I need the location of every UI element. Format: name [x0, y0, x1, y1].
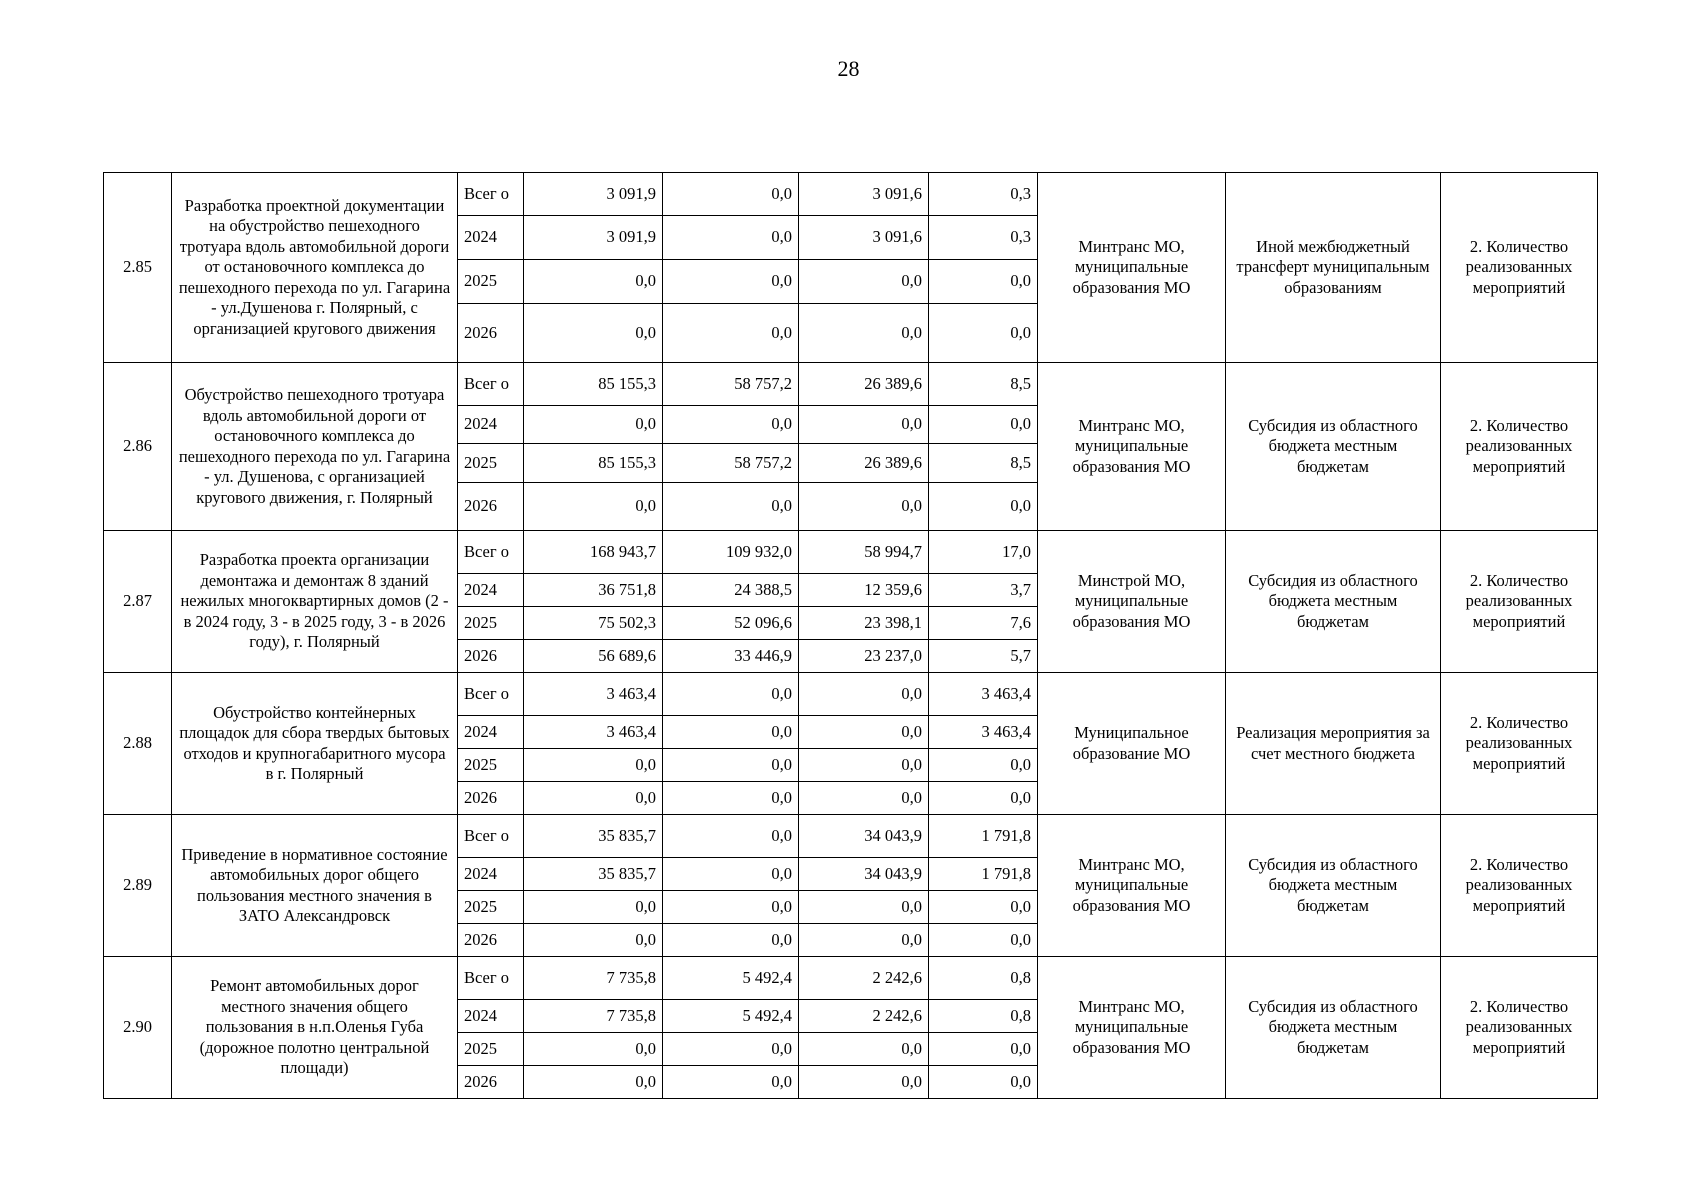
total-cell: 36 751,8 — [524, 574, 663, 607]
local-cell: 1 791,8 — [929, 815, 1038, 858]
indicator-cell: 2. Количество реализованных мероприятий — [1441, 363, 1598, 531]
local-cell: 8,5 — [929, 363, 1038, 406]
executor-cell: Минтранс МО, муниципальные образования МО — [1038, 363, 1226, 531]
regional-cell: 34 043,9 — [799, 858, 929, 891]
period-cell: 2024 — [458, 858, 524, 891]
row-number: 2.86 — [104, 363, 172, 531]
funding-source-cell: Субсидия из областного бюджета местным бюджетам — [1226, 531, 1441, 673]
total-cell: 3 463,4 — [524, 673, 663, 716]
period-cell: 2026 — [458, 1066, 524, 1099]
total-cell: 3 091,9 — [524, 216, 663, 260]
federal-cell: 0,0 — [663, 304, 799, 363]
federal-cell: 58 757,2 — [663, 444, 799, 483]
period-cell: Всег о — [458, 673, 524, 716]
period-cell: 2025 — [458, 607, 524, 640]
regional-cell: 0,0 — [799, 782, 929, 815]
regional-cell: 2 242,6 — [799, 957, 929, 1000]
period-cell: 2026 — [458, 640, 524, 673]
period-cell: Всег о — [458, 363, 524, 406]
regional-cell: 2 242,6 — [799, 1000, 929, 1033]
total-cell: 0,0 — [524, 483, 663, 531]
period-cell: 2024 — [458, 216, 524, 260]
total-cell: 0,0 — [524, 304, 663, 363]
executor-cell: Минтранс МО, муниципальные образования МО — [1038, 815, 1226, 957]
executor-cell: Муниципальное образование МО — [1038, 673, 1226, 815]
regional-cell: 34 043,9 — [799, 815, 929, 858]
row-number: 2.90 — [104, 957, 172, 1099]
regional-cell: 23 398,1 — [799, 607, 929, 640]
regional-cell: 0,0 — [799, 749, 929, 782]
total-cell: 0,0 — [524, 406, 663, 444]
row-number: 2.88 — [104, 673, 172, 815]
total-cell: 0,0 — [524, 1033, 663, 1066]
table-row — [104, 531, 1598, 574]
federal-cell: 0,0 — [663, 483, 799, 531]
row-number: 2.85 — [104, 173, 172, 363]
measure-description: Ремонт автомобильных дорог местного значения общего пользования в н.п.Оленья Губа (дорожное полотно центральной площади) — [172, 957, 458, 1099]
period-cell: 2024 — [458, 1000, 524, 1033]
period-cell: Всег о — [458, 815, 524, 858]
measure-description: Обустройство контейнерных площадок для сбора твердых бытовых отходов и крупногабаритного мусора в г. Полярный — [172, 673, 458, 815]
regional-cell: 0,0 — [799, 1033, 929, 1066]
local-cell: 0,8 — [929, 1000, 1038, 1033]
federal-cell: 0,0 — [663, 924, 799, 957]
total-cell: 0,0 — [524, 749, 663, 782]
period-cell: 2026 — [458, 924, 524, 957]
federal-cell: 5 492,4 — [663, 1000, 799, 1033]
period-cell: 2026 — [458, 483, 524, 531]
period-cell: 2024 — [458, 716, 524, 749]
federal-cell: 0,0 — [663, 216, 799, 260]
funding-source-cell: Субсидия из областного бюджета местным бюджетам — [1226, 363, 1441, 531]
local-cell: 0,0 — [929, 749, 1038, 782]
period-cell: 2025 — [458, 891, 524, 924]
indicator-cell: 2. Количество реализованных мероприятий — [1441, 957, 1598, 1099]
table-row — [104, 957, 1598, 1000]
regional-cell: 26 389,6 — [799, 444, 929, 483]
local-cell: 0,3 — [929, 216, 1038, 260]
total-cell: 35 835,7 — [524, 815, 663, 858]
federal-cell: 0,0 — [663, 716, 799, 749]
local-cell: 3 463,4 — [929, 716, 1038, 749]
regional-cell: 0,0 — [799, 483, 929, 531]
local-cell: 0,0 — [929, 260, 1038, 304]
period-cell: 2025 — [458, 444, 524, 483]
local-cell: 3 463,4 — [929, 673, 1038, 716]
total-cell: 0,0 — [524, 1066, 663, 1099]
regional-cell: 12 359,6 — [799, 574, 929, 607]
regional-cell: 0,0 — [799, 891, 929, 924]
local-cell: 3,7 — [929, 574, 1038, 607]
federal-cell: 0,0 — [663, 858, 799, 891]
measure-description: Разработка проектной документации на обустройство пешеходного тротуара вдоль автомобильной дороги от остановочного комплекса до пешеходного перехода по ул. Гагарина - ул.Душенова г. Полярный, с организацией кругового движения — [172, 173, 458, 363]
executor-cell: Минтранс МО, муниципальные образования МО — [1038, 957, 1226, 1099]
page-number: 28 — [837, 56, 860, 81]
local-cell: 0,8 — [929, 957, 1038, 1000]
local-cell: 0,0 — [929, 891, 1038, 924]
total-cell: 56 689,6 — [524, 640, 663, 673]
federal-cell: 0,0 — [663, 1033, 799, 1066]
total-cell: 35 835,7 — [524, 858, 663, 891]
federal-cell: 0,0 — [663, 815, 799, 858]
regional-cell: 3 091,6 — [799, 216, 929, 260]
federal-cell: 5 492,4 — [663, 957, 799, 1000]
total-cell: 168 943,7 — [524, 531, 663, 574]
funding-source-cell: Реализация мероприятия за счет местного бюджета — [1226, 673, 1441, 815]
federal-cell: 58 757,2 — [663, 363, 799, 406]
federal-cell: 33 446,9 — [663, 640, 799, 673]
total-cell: 3 091,9 — [524, 173, 663, 216]
measure-description: Обустройство пешеходного тротуара вдоль автомобильной дороги от остановочного комплекса до пешеходного перехода по ул. Гагарина - ул. Душенова, с организацией кругового движения, г. Полярный — [172, 363, 458, 531]
local-cell: 8,5 — [929, 444, 1038, 483]
table-row — [104, 173, 1598, 216]
local-cell: 0,0 — [929, 304, 1038, 363]
row-number: 2.89 — [104, 815, 172, 957]
regional-cell: 3 091,6 — [799, 173, 929, 216]
measure-description: Разработка проекта организации демонтажа и демонтаж 8 зданий нежилых многоквартирных домов (2 - в 2024 году, 3 - в 2025 году, 3 - в 2026 году), г. Полярный — [172, 531, 458, 673]
local-cell: 0,3 — [929, 173, 1038, 216]
executor-cell: Минтранс МО, муниципальные образования МО — [1038, 173, 1226, 363]
local-cell: 5,7 — [929, 640, 1038, 673]
total-cell: 85 155,3 — [524, 363, 663, 406]
federal-cell: 0,0 — [663, 1066, 799, 1099]
federal-cell: 0,0 — [663, 673, 799, 716]
indicator-cell: 2. Количество реализованных мероприятий — [1441, 531, 1598, 673]
budget-table — [103, 172, 1598, 1099]
period-cell: 2025 — [458, 1033, 524, 1066]
table-row — [104, 673, 1598, 716]
total-cell: 3 463,4 — [524, 716, 663, 749]
measure-description: Приведение в нормативное состояние автомобильных дорог общего пользования местного значения в ЗАТО Александровск — [172, 815, 458, 957]
federal-cell: 0,0 — [663, 749, 799, 782]
regional-cell: 0,0 — [799, 924, 929, 957]
regional-cell: 58 994,7 — [799, 531, 929, 574]
total-cell: 0,0 — [524, 260, 663, 304]
local-cell: 0,0 — [929, 782, 1038, 815]
federal-cell: 52 096,6 — [663, 607, 799, 640]
period-cell: 2024 — [458, 574, 524, 607]
period-cell: 2024 — [458, 406, 524, 444]
table-row — [104, 815, 1598, 858]
total-cell: 85 155,3 — [524, 444, 663, 483]
local-cell: 0,0 — [929, 1066, 1038, 1099]
indicator-cell: 2. Количество реализованных мероприятий — [1441, 815, 1598, 957]
funding-source-cell: Субсидия из областного бюджета местным бюджетам — [1226, 815, 1441, 957]
local-cell: 0,0 — [929, 924, 1038, 957]
federal-cell: 0,0 — [663, 891, 799, 924]
indicator-cell: 2. Количество реализованных мероприятий — [1441, 673, 1598, 815]
local-cell: 1 791,8 — [929, 858, 1038, 891]
federal-cell: 24 388,5 — [663, 574, 799, 607]
local-cell: 0,0 — [929, 1033, 1038, 1066]
period-cell: Всег о — [458, 957, 524, 1000]
regional-cell: 0,0 — [799, 716, 929, 749]
total-cell: 75 502,3 — [524, 607, 663, 640]
total-cell: 0,0 — [524, 891, 663, 924]
table-row — [104, 363, 1598, 406]
period-cell: Всег о — [458, 531, 524, 574]
regional-cell: 0,0 — [799, 673, 929, 716]
regional-cell: 0,0 — [799, 260, 929, 304]
total-cell: 7 735,8 — [524, 957, 663, 1000]
row-number: 2.87 — [104, 531, 172, 673]
funding-source-cell: Субсидия из областного бюджета местным бюджетам — [1226, 957, 1441, 1099]
period-cell: 2026 — [458, 782, 524, 815]
federal-cell: 109 932,0 — [663, 531, 799, 574]
federal-cell: 0,0 — [663, 173, 799, 216]
regional-cell: 23 237,0 — [799, 640, 929, 673]
period-cell: 2025 — [458, 260, 524, 304]
regional-cell: 0,0 — [799, 304, 929, 363]
local-cell: 7,6 — [929, 607, 1038, 640]
total-cell: 7 735,8 — [524, 1000, 663, 1033]
regional-cell: 26 389,6 — [799, 363, 929, 406]
local-cell: 17,0 — [929, 531, 1038, 574]
total-cell: 0,0 — [524, 924, 663, 957]
local-cell: 0,0 — [929, 406, 1038, 444]
regional-cell: 0,0 — [799, 406, 929, 444]
regional-cell: 0,0 — [799, 1066, 929, 1099]
federal-cell: 0,0 — [663, 782, 799, 815]
federal-cell: 0,0 — [663, 406, 799, 444]
period-cell: Всег о — [458, 173, 524, 216]
local-cell: 0,0 — [929, 483, 1038, 531]
federal-cell: 0,0 — [663, 260, 799, 304]
indicator-cell: 2. Количество реализованных мероприятий — [1441, 173, 1598, 363]
period-cell: 2026 — [458, 304, 524, 363]
funding-source-cell: Иной межбюджетный трансферт муниципальным образованиям — [1226, 173, 1441, 363]
total-cell: 0,0 — [524, 782, 663, 815]
period-cell: 2025 — [458, 749, 524, 782]
executor-cell: Минстрой МО, муниципальные образования МО — [1038, 531, 1226, 673]
